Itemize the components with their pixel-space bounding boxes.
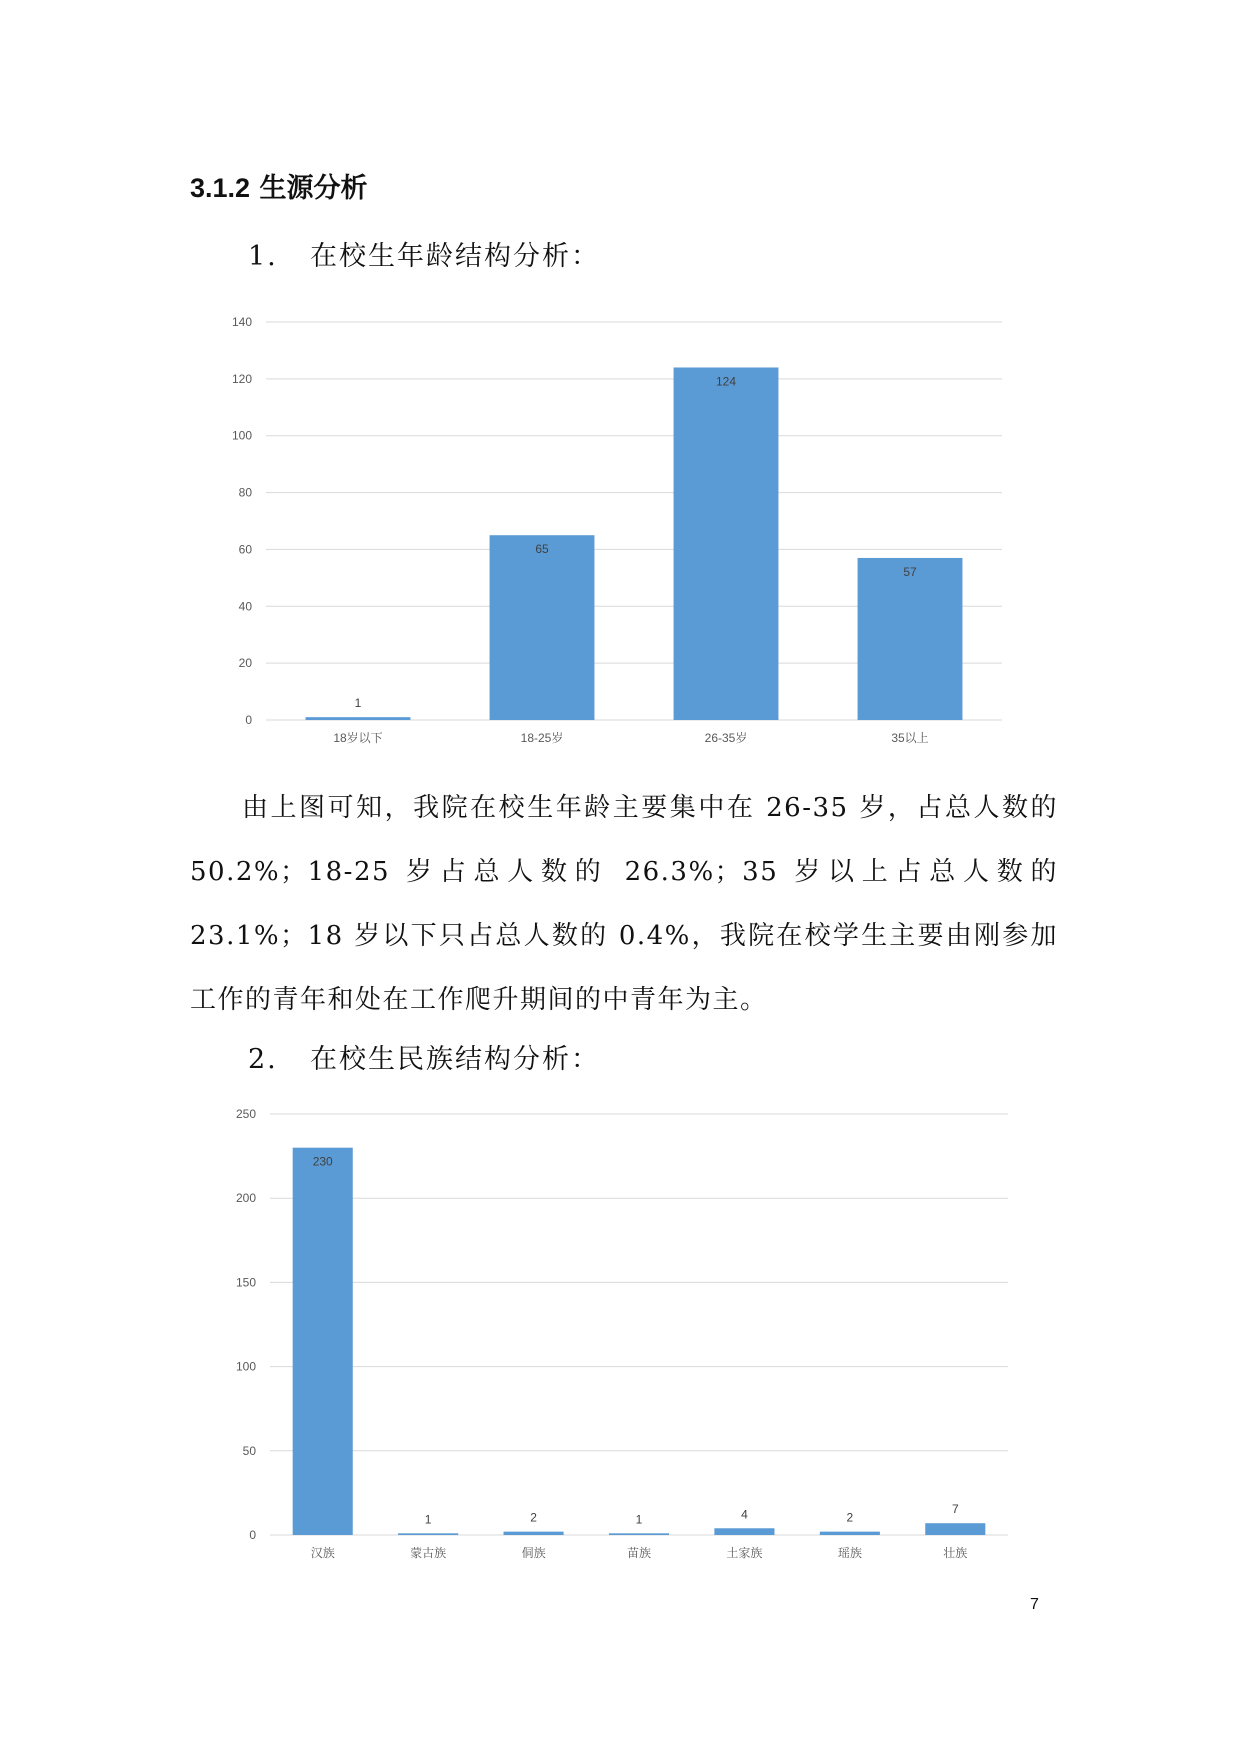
page-number: 7 [1030, 1596, 1039, 1613]
section-title: 生源分析 [259, 173, 368, 204]
data-label: 1 [354, 696, 362, 711]
x-tick-label: 18-25岁 [520, 731, 564, 745]
bar-土家族 [714, 1528, 774, 1535]
x-tick-label: 26-35岁 [704, 731, 748, 745]
y-tick-label: 250 [235, 1107, 256, 1121]
x-tick-label: 苗族 [626, 1546, 652, 1560]
bar-蒙古族 [398, 1533, 458, 1535]
x-tick-label: 土家族 [726, 1546, 763, 1560]
bar-苗族 [609, 1533, 669, 1535]
data-label: 1 [635, 1512, 643, 1527]
y-tick-label: 100 [231, 428, 252, 443]
age-structure-chart [220, 300, 1010, 760]
data-label: 2 [530, 1510, 537, 1525]
x-tick-label: 汉族 [310, 1546, 335, 1560]
y-tick-label: 150 [235, 1275, 256, 1290]
list-item-age-analysis [248, 234, 600, 273]
list-item-number: 2. [248, 1044, 278, 1075]
list-item-text: 在校生民族结构分析： [310, 1044, 600, 1075]
section-number: 3.1.2 [190, 173, 251, 203]
y-tick-label: 0 [245, 713, 252, 727]
y-tick-label: 0 [249, 1528, 256, 1542]
data-label: 1 [424, 1512, 432, 1527]
section-heading [190, 166, 367, 205]
data-label: 2 [846, 1510, 854, 1525]
bar-18-25岁 [490, 535, 595, 720]
list-item-ethnic-analysis [248, 1037, 600, 1076]
y-tick-label: 140 [231, 315, 252, 329]
y-tick-label: 100 [235, 1359, 256, 1374]
y-tick-label: 50 [242, 1443, 256, 1458]
y-tick-label: 120 [231, 371, 252, 386]
x-tick-label: 35以上 [891, 731, 929, 745]
x-tick-label: 蒙古族 [410, 1546, 447, 1560]
analysis-paragraph: 由上图可知，我院在校生年龄主要集中在 26-35 岁，占总人数的 50.2%；18-25 岁占总人数的 26.3%；35 岁以上占总人数的 23.1%；18 岁以下只占总人数的 0.4%，我院在校学生主要由刚参加工作的青年和处在工作爬升期间的中青年为主。 [190, 793, 1058, 1015]
x-tick-label: 侗族 [521, 1546, 546, 1560]
bar-瑶族 [820, 1532, 880, 1535]
x-tick-label: 壮族 [943, 1546, 968, 1560]
data-label: 7 [951, 1502, 959, 1517]
bar-35以上 [858, 558, 963, 720]
y-tick-label: 40 [238, 599, 252, 614]
data-label: 57 [903, 564, 917, 579]
ethnic-structure-chart [220, 1090, 1020, 1570]
y-tick-label: 20 [238, 656, 252, 671]
bar-26-35岁 [674, 367, 779, 720]
bar-壮族 [925, 1523, 985, 1535]
bar-18岁以下 [306, 717, 411, 720]
data-label: 230 [312, 1154, 333, 1169]
list-item-text: 在校生年龄结构分析： [310, 241, 600, 272]
y-tick-label: 200 [235, 1191, 256, 1206]
list-item-number: 1. [248, 241, 278, 272]
x-tick-label: 瑶族 [837, 1546, 862, 1560]
data-label: 65 [535, 542, 549, 557]
bar-汉族 [293, 1148, 353, 1535]
data-label: 4 [741, 1507, 748, 1522]
y-tick-label: 80 [238, 485, 252, 500]
y-tick-label: 60 [238, 542, 252, 557]
data-label: 124 [715, 374, 737, 389]
bar-侗族 [504, 1532, 564, 1535]
x-tick-label: 18岁以下 [333, 731, 383, 745]
